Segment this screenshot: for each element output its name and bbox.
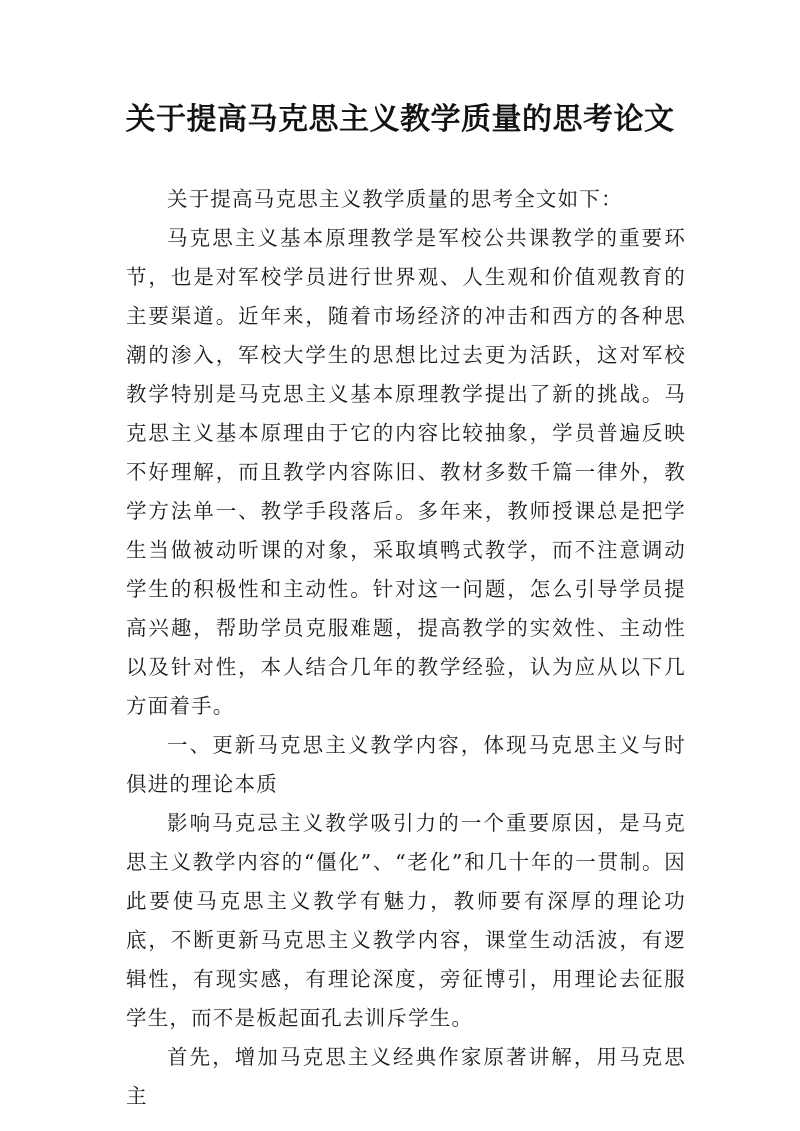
- body-paragraph: 影响马克忌主义教学吸引力的一个重要原因，是马克思主义教学内容的“僵化”、“老化”和几十年的一贯制。因此要使马克思主义教学有魅力，教师要有深厚的理论功底，不断更新马克思主义教学内容，课堂生动活波，有逻辑性，有现实感，有理论深度，旁征博引，用理论去征服学生，而不是板起面孔去训斥学生。: [126, 811, 686, 1030]
- body-paragraph: 马克思主义基本原理教学是军校公共课教学的重要环节，也是对军校学员进行世界观、人生观和价值观教育的主要渠道。近年来，随着市场经济的冲击和西方的各种思潮的渗入，军校大学生的思想比过去更为活跃，这对军校教学特别是马克思主义基本原理教学提出了新的挑战。马克思主义基本原理由于它的内容比较抽象，学员普遍反映不好理解，而且教学内容陈旧、教材多数千篇一律外，教学方法单一、教学手段落后。多年来，教师授课总是把学生当做被动听课的对象，采取填鸭式教学，而不注意调动学生的积极性和主动性。针对这一问题，怎么引导学员提高兴趣，帮助学员克服难题，提高教学的实效性、主动性以及针对性，本人结合几年的教学经验，认为应从以下几方面着手。: [126, 226, 686, 718]
- section-heading: 一、更新马克思主义教学内容，体现马克思主义与时俱进的理论本质: [126, 733, 686, 796]
- document-title: 关于提高马克思主义教学质量的思考论文: [125, 102, 675, 137]
- document-body: [126, 180, 686, 1116]
- intro-paragraph: 关于提高马克思主义教学质量的思考全文如下：: [167, 187, 623, 211]
- body-paragraph: 首先，增加马克思主义经典作家原著讲解，用马克思主: [126, 1045, 686, 1108]
